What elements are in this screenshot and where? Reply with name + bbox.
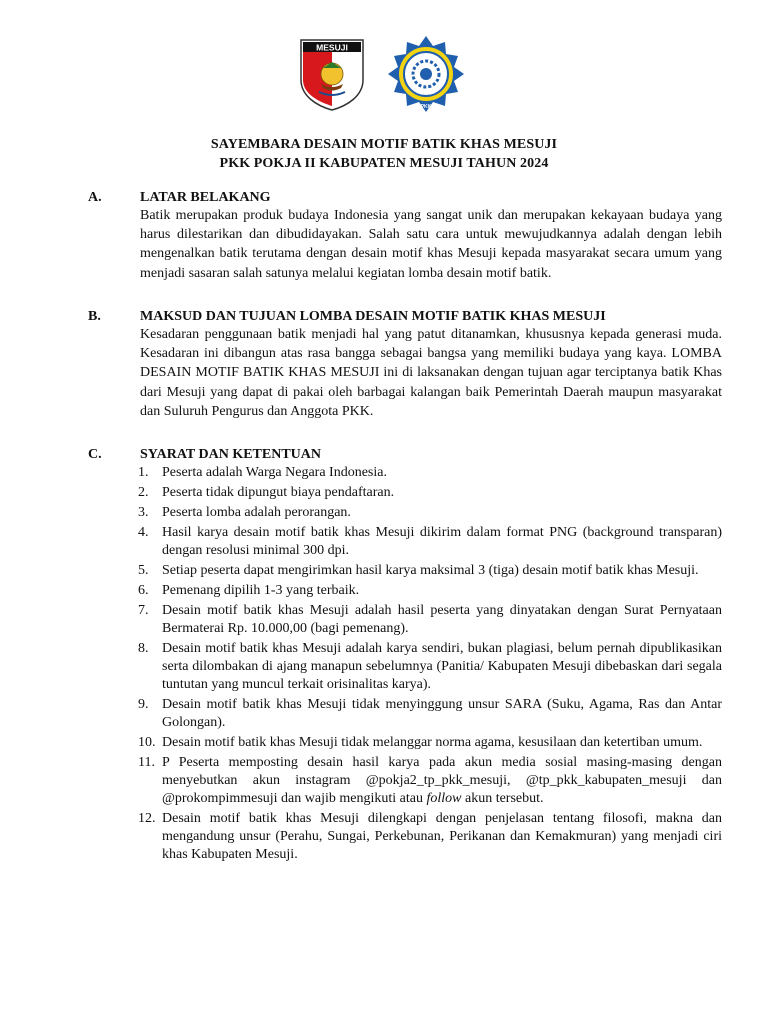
rule-text: Pemenang dipilih 1-3 yang terbaik.	[162, 583, 360, 598]
rule-text	[162, 755, 722, 806]
list-item	[138, 562, 722, 580]
document-title	[0, 135, 768, 173]
rule-text: Peserta adalah Warga Negara Indonesia.	[162, 465, 387, 480]
pkk-emblem-label: PKK	[420, 104, 432, 110]
rule-number: 11.	[138, 755, 155, 770]
rules-list	[138, 464, 722, 866]
list-item	[138, 640, 722, 694]
rule-text: Desain motif batik khas Mesuji adalah hasil peserta yang dinyatakan dengan Surat Pernyataan Bermaterai Rp. 10.000,00 (bagi pemenang).	[162, 603, 722, 636]
mesuji-emblem-icon	[297, 36, 367, 112]
list-item	[138, 602, 722, 638]
rule-number: 12.	[138, 811, 156, 826]
rule-text: Setiap peserta dapat mengirimkan hasil karya maksimal 3 (tiga) desain motif batik khas Mesuji.	[162, 563, 699, 578]
title-line-1: SAYEMBARA DESAIN MOTIF BATIK KHAS MESUJI	[210, 137, 558, 152]
section-a-letter: A.	[88, 190, 102, 205]
rule-number: 8.	[138, 641, 149, 656]
header-logos	[0, 34, 768, 114]
section-a-body: Batik merupakan produk budaya Indonesia yang sangat unik dan merupakan kekayaan budaya yang harus dilestarikan dan dibudidayakan. Salah satu cara untuk mewujudkannya adalah dengan lebih mengenalkan batik terutama dengan desain motif khas Mesuji kepada masyarakat secara umum yang menjadi sasaran salah satunya melalui kegiatan lomba desain motif batik.	[140, 208, 722, 281]
rule-text: Desain motif batik khas Mesuji tidak menyinggung unsur SARA (Suku, Agama, Ras dan Antar Golongan).	[162, 697, 722, 730]
list-item	[138, 734, 722, 752]
pkk-emblem-icon	[386, 34, 466, 114]
rule-number: 1.	[138, 465, 149, 480]
rule-text: Desain motif batik khas Mesuji adalah karya sendiri, bukan plagiasi, belum pernah dipublikasikan serta dilombakan di ajang manapun sebelumnya (Panitia/ Kabupaten Mesuji dibebaskan dari segala tuntutan yang muncul terkait orisinalitas karya).	[162, 641, 722, 692]
rule-text: Desain motif batik khas Mesuji dilengkapi dengan penjelasan tentang filosofi, makna dan mengandung unsur (Perahu, Sungai, Perkebunan, Perikanan dan Kemakmuran) yang menjadi ciri khas Kabupaten Mesuji.	[162, 811, 722, 862]
rule-number: 5.	[138, 563, 149, 578]
rule-text: Peserta lomba adalah perorangan.	[162, 505, 351, 520]
list-item	[138, 524, 722, 560]
list-item	[138, 582, 722, 600]
section-c-title: SYARAT DAN KETENTUAN	[140, 447, 322, 462]
title-line-2: PKK POKJA II KABUPATEN MESUJI TAHUN 2024	[219, 156, 549, 171]
rule-number: 6.	[138, 583, 149, 598]
section-b-letter: B.	[88, 309, 101, 324]
section-b-body: Kesadaran penggunaan batik menjadi hal yang patut ditanamkan, khususnya kepada generasi muda. Kesadaran ini dibangun atas rasa bangga sebagai bangsa yang memiliki budaya yang kaya. LOMBA DESAIN MOTIF BATIK KHAS MESUJI ini di laksanakan dengan tujuan agar terciptanya batik Khas dari Mesuji yang dapat di pakai oleh barbagai kalangan baik Pemerintah Daerah maupun masyarakat dan Suluruh Pengurus dan Anggota PKK.	[140, 327, 722, 419]
section-a-title: LATAR BELAKANG	[140, 190, 271, 205]
rule-number: 9.	[138, 697, 149, 712]
list-item	[138, 696, 722, 732]
section-c-letter: C.	[88, 447, 102, 462]
mesuji-emblem-label: MESUJI	[316, 42, 348, 53]
rule-number: 7.	[138, 603, 149, 618]
rule-text: Hasil karya desain motif batik khas Mesuji dikirim dalam format PNG (background transparan) dengan resolusi minimal 300 dpi.	[162, 525, 722, 558]
rule-number: 4.	[138, 525, 149, 540]
rule-text: Peserta tidak dipungut biaya pendaftaran.	[162, 485, 395, 500]
rule-number: 3.	[138, 505, 149, 520]
rule-text-before: P Peserta memposting desain hasil karya pada akun media sosial masing-masing dengan menyebutkan akun instagram @pokja2_tp_pkk_mesuji, @tp_pkk_kabupaten_mesuji dan @prokompimmesuji dan wajib mengikuti atau	[162, 755, 722, 806]
list-item	[138, 464, 722, 482]
rule-text-italic: follow	[426, 791, 462, 806]
rule-text: Desain motif batik khas Mesuji tidak melanggar norma agama, kesusilaan dan ketertiban umum.	[162, 735, 703, 750]
rule-number: 10.	[138, 735, 156, 750]
list-item	[138, 754, 722, 808]
section-b-title: MAKSUD DAN TUJUAN LOMBA DESAIN MOTIF BATIK KHAS MESUJI	[140, 309, 606, 324]
list-item	[138, 810, 722, 864]
rule-number: 2.	[138, 485, 149, 500]
list-item	[138, 484, 722, 502]
rule-text-after: akun tersebut.	[461, 791, 544, 806]
list-item	[138, 504, 722, 522]
